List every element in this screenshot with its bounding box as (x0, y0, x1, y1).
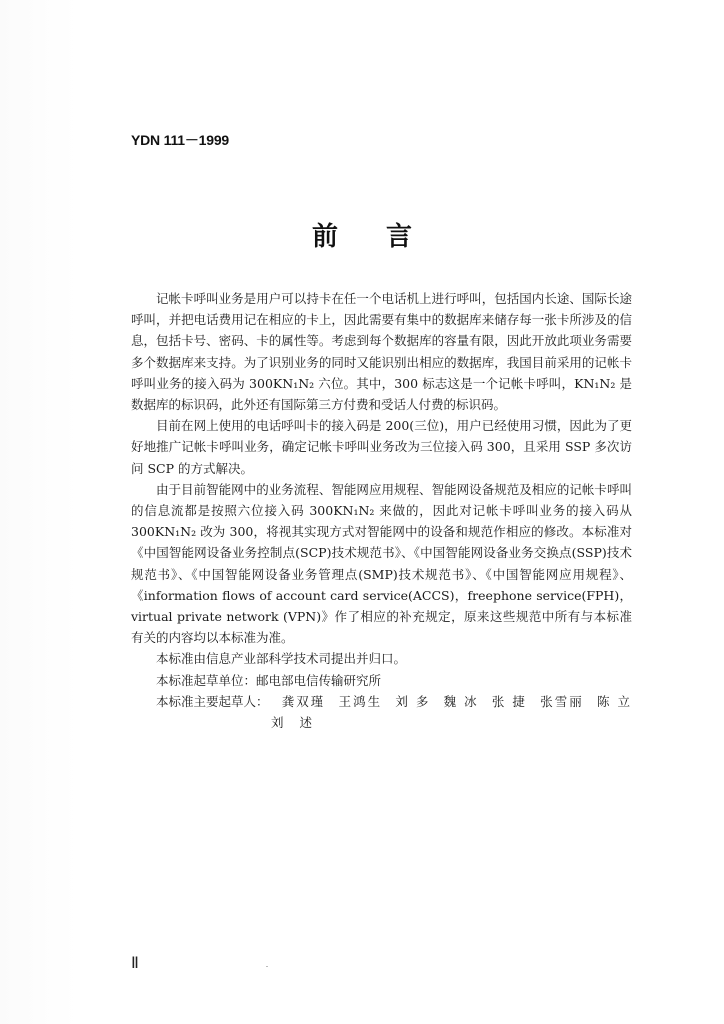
drafter-name: 张 捷 (491, 693, 527, 709)
page-title: 前言 (311, 222, 460, 252)
paragraph-2: 目前在网上使用的电话呼叫卡的接入码是 200(三位)，用户已经使用习惯，因此为了更好地推广记帐卡呼叫业务，确定记帐卡呼叫业务改为三位接入码 300，且采用 SSP 多次访问 SCP 的方式解决。 (131, 418, 632, 476)
drafter-name-second-line: 刘 述 (271, 715, 318, 731)
paragraph-1: 记帐卡呼叫业务是用户可以持卡在任一个电话机上进行呼叫，包括国内长途、国际长途呼叫，并把电话费用记在相应的卡上，因此需要有集中的数据库来储存每一张卡所涉及的信息，包括卡号、密码、卡的属性等。考虑到每个数据库的容量有限，因此开放此项业务需要多个数据库来支持。为了识别业务的同时又能识别出相应的数据库，我国目前采用的记帐卡呼叫业务的接入码为 300KN₁N₂ 六位。其中，300 标志这是一个记帐卡呼叫，KN₁N₂ 是数据库的标识码，此外还有国际第三方付费和受话人付费的标识码。 (131, 291, 632, 413)
drafter-name: 魏 冰 (443, 693, 479, 709)
drafter-name: 张雪丽 (540, 693, 584, 709)
paragraph-5: 本标准起草单位：邮电部电信传输研究所 (156, 672, 382, 688)
drafter-name: 龚双瑾 (281, 693, 326, 709)
drafter-name: 刘 多 (395, 693, 431, 709)
paragraph-3: 由于目前智能网中的业务流程、智能网应用规程、智能网设备规范及相应的记帐卡呼叫的信息流都是按照六位接入码 300KN₁N₂ 来做的，因此对记帐卡呼叫业务的接入码从 300KN₁N₂ 改为 300，将视其实现方式对智能网中的设备和规范作相应的修改。本标准对《中国智能网设备业务控制点(SCP)技术规范书》、《中国智能网设备业务交换点(SSP)技术规范书》、《中国智能网设备业务管理点(SMP)技术规范书》、《中国智能网应用规程》、《information flows of account card service(ACCS)，freephone service(FPH)，virtual private network (VPN)》作了相应的补充规定，原来这些规范中所有与本标准有关的内容均以本标准为准。 (131, 481, 632, 646)
foreword-body (131, 288, 632, 733)
drafter-name: 王鸿生 (338, 693, 383, 709)
scan-speck (266, 966, 268, 967)
drafters-label: 本标准主要起草人： (156, 693, 269, 709)
drafters-row (156, 691, 632, 712)
page-number: Ⅱ (131, 955, 139, 972)
drafter-name: 陈 立 (596, 693, 632, 709)
scan-margin (0, 0, 78, 1024)
document-code: YDN 111－1999 (131, 132, 230, 148)
paragraph-4: 本标准由信息产业部科学技术司提出并归口。 (156, 651, 407, 667)
